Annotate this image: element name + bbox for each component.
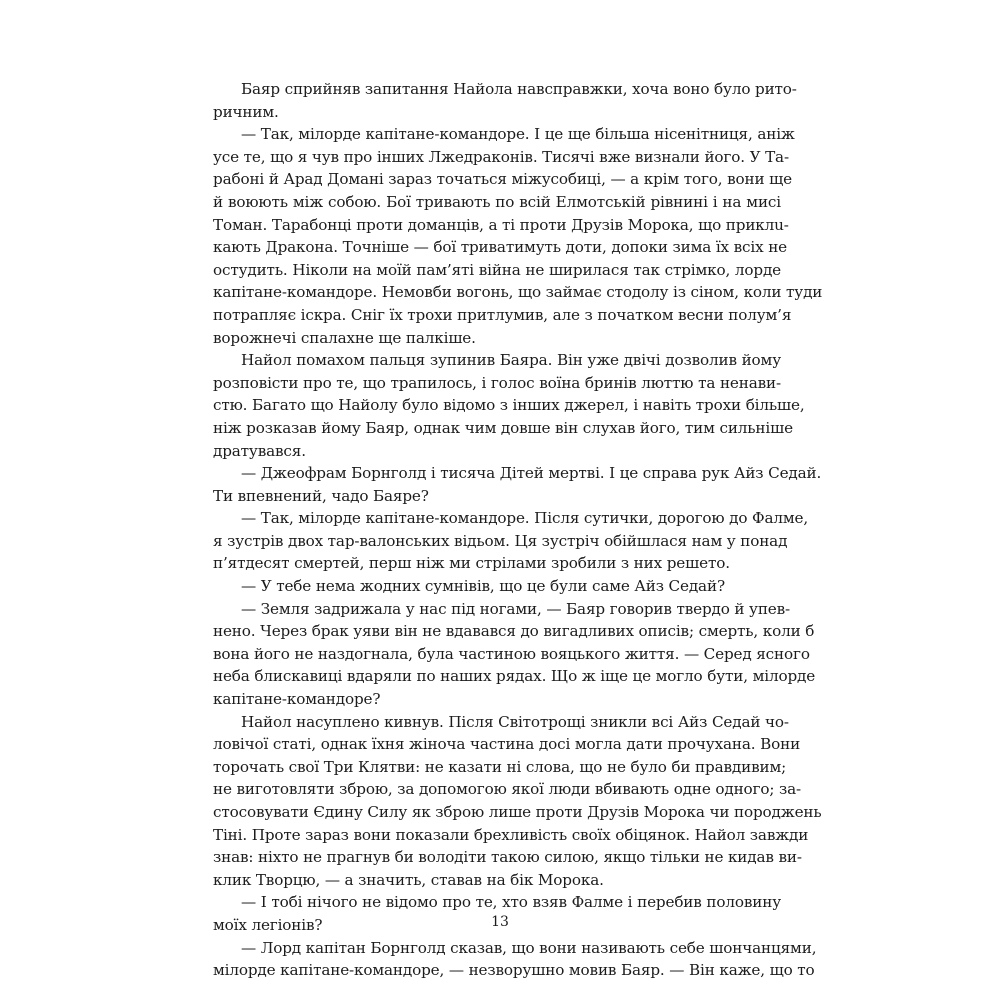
text-line: вона його не наздогнала, була частиною вояцького життя. — Серед ясного	[213, 644, 810, 663]
text-line: ніж розказав йому Баяр, однак чим довше він слухав його, тим сильніше	[213, 418, 793, 437]
text-line: стосовувати Єдину Силу як зброю лише проти Друзів Морока чи породжень	[213, 803, 822, 821]
text-line: усе те, що я чув про інших Лжедраконів. Тисячі вже визнали його. У Та-	[213, 147, 789, 166]
text-line: п’ятдесят смертей, перш ніж ми стрілами зробили з них решето.	[213, 554, 730, 573]
text-line: потрапляє іскра. Сніг їх трохи притлумив, але з початком весни полум’я	[213, 305, 792, 324]
text-line: капітане-командоре. Немовби вогонь, що займає стодолу із сіном, коли туди	[213, 283, 823, 302]
paragraph	[213, 598, 816, 711]
text-line: — Земля задрижала у нас під ногами, — Баяр говорив твердо й упев-	[241, 599, 791, 618]
text-line: дратувався.	[213, 441, 306, 460]
text-line: клик Творцю, — а значить, ставав на бік Морока.	[213, 870, 604, 889]
text-line: кають Дракона. Точніше — бої триватимуть доти, допоки зима їх всіх не	[213, 238, 787, 257]
text-line: ворожнечі спалахне ще палкіше.	[213, 328, 476, 347]
text-line: стю. Багато що Найолу було відомо з інших джерел, і навіть трохи більше,	[213, 396, 805, 415]
page-body	[213, 78, 823, 982]
text-line: — Так, мілорде капітане-командоре. І це ще більша нісенітниця, аніж	[241, 125, 795, 144]
text-line: й воюють між собою. Бої тривають по всій Елмотській рівнині і на мисі	[213, 192, 781, 211]
text-line: Тіні. Проте зараз вони показали брехливість своїх обіцянок. Найол завжди	[213, 825, 809, 844]
text-line: — І тобі нічого не відомо про те, хто взяв Фалме і перебив половину	[241, 893, 781, 912]
paragraph	[213, 711, 822, 892]
paragraph	[213, 507, 809, 575]
text-line: капітане-командоре?	[213, 690, 381, 709]
paragraph	[213, 349, 805, 462]
text-line: ричним.	[213, 102, 279, 121]
text-line: Ти впевнений, чадо Баяре?	[213, 486, 429, 505]
text-line: рабоні й Арад Домані зараз точаться міжусобиці, — а крім того, вони ще	[213, 170, 792, 189]
text-line: моїх легіонів?	[213, 915, 323, 934]
paragraph	[213, 123, 823, 349]
paragraph	[213, 575, 781, 598]
text-line: я зустрів двох тар-валонських відьом. Ця зустріч обійшлася нам у понад	[213, 531, 788, 550]
text-line: — Лорд капітан Борнголд сказав, що вони називають себе шончанцями,	[241, 938, 817, 957]
text-line: неба блискавиці вдаряли по наших рядах. Що ж іще це могло бути, мілорде	[213, 667, 816, 686]
text-line: остудить. Ніколи на моїй пам’яті війна не ширилася так стрімко, лорде	[213, 260, 781, 279]
text-line: торочать свої Три Клятви: не казати ні слова, що не було би правдивим;	[213, 757, 787, 776]
paragraph	[213, 78, 797, 123]
text-line: Томан. Тарабонці проти доманців, а ті проти Друзів Морока, що приклu-	[213, 215, 789, 234]
text-line: мілорде капітане-командоре, — незворушно мовив Баяр. — Він каже, що то	[213, 961, 815, 980]
text-line: — Джеофрам Борнголд і тисяча Дітей мертві. І це справа рук Айз Седай.	[241, 464, 822, 483]
paragraph	[213, 937, 817, 982]
text-line: розповісти про те, що трапилось, і голос воїна бринів люттю та ненави-	[213, 373, 781, 392]
text-line: — У тебе нема жодних сумнівів, що це були саме Айз Седай?	[241, 577, 725, 596]
text-line: Найол помахом пальця зупинив Баяра. Він уже двічі дозволив йому	[241, 351, 781, 370]
text-line: не виготовляти зброю, за допомогою якої люди вбивають одне одного; за-	[213, 780, 802, 799]
text-line: — Так, мілорде капітане-командоре. Після сутички, дорогою до Фалме,	[241, 509, 809, 528]
paragraph	[213, 462, 822, 507]
text-line: знав: ніхто не прагнув би володіти такою силою, якщо тільки не кидав ви-	[213, 848, 802, 867]
text-line: Баяр сприйняв запитання Найола навсправжки, хоча воно було рито-	[241, 80, 797, 98]
text-line: нено. Через брак уяви він не вдавався до вигадливих описів; смерть, коли б	[213, 622, 815, 641]
text-line: ловічої статі, однак їхня жіноча частина досі могла дати прочуханa. Вони	[213, 735, 801, 754]
text-line: Найол насуплено кивнув. Після Світотрощі зникли всі Айз Седай чо-	[241, 712, 789, 731]
page-number: 13	[491, 914, 509, 930]
